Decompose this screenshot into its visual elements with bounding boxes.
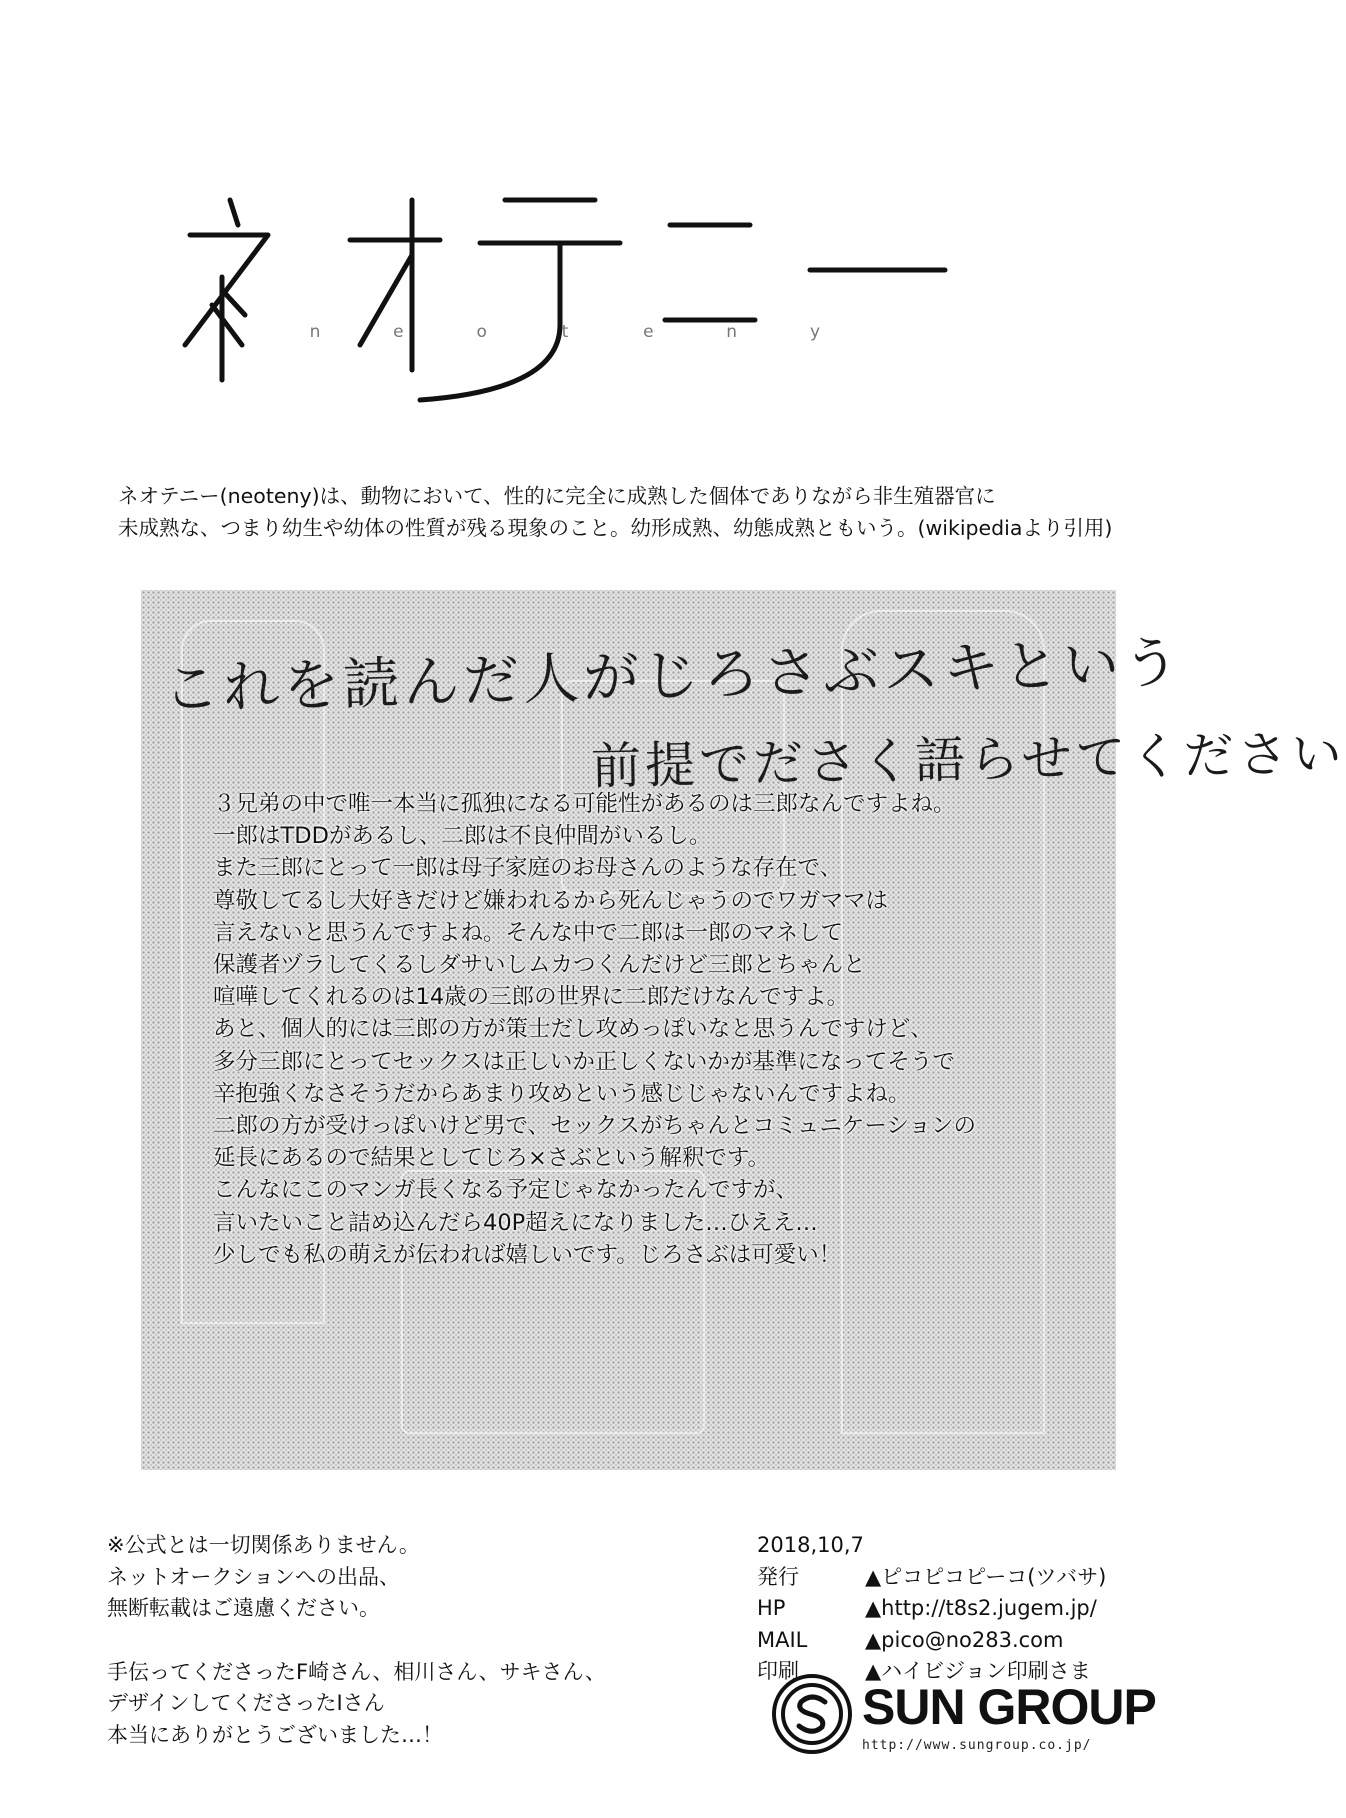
definition-line: 未成熟な、つまり幼生や幼体の性質が残る現象のこと。幼形成熟、幼態成熟ともいう。(wikipediaより引用) bbox=[118, 516, 1113, 540]
colophon bbox=[757, 1530, 1227, 1688]
romaji-letter: e bbox=[393, 322, 404, 342]
afterword-essay bbox=[213, 788, 1093, 1271]
romaji-letter: o bbox=[476, 322, 487, 342]
essay-line: また三郎にとって一郎は母子家庭のお母さんのような存在で、 bbox=[213, 855, 843, 882]
colophon-key: 発行 bbox=[757, 1564, 799, 1589]
afterword-panel bbox=[141, 590, 1346, 1470]
definition-line: ネオテニー(neoteny)は、動物において、性的に完全に成熟した個体でありながら非生殖器官に bbox=[118, 484, 996, 508]
romaji-letter: t bbox=[561, 322, 569, 342]
essay-line: 延長にあるので結果としてじろ×さぶという解釈です。 bbox=[213, 1145, 771, 1172]
thanks-line: 手伝ってくださったF崎さん、相川さん、サキさん、 bbox=[107, 1659, 606, 1684]
title-romaji bbox=[305, 322, 825, 342]
romaji-letter: e bbox=[643, 322, 654, 342]
essay-line: 二郎の方が受けっぽいけど男で、セックスがちゃんとコミュニケーションの bbox=[213, 1113, 976, 1140]
printer-logo bbox=[770, 1672, 1170, 1762]
logo-name: SUN GROUP bbox=[862, 1679, 1156, 1735]
essay-line: こんなにこのマンガ長くなる予定じゃなかったんですが、 bbox=[213, 1177, 799, 1204]
disclaimer-line: 無断転載はご遠慮ください。 bbox=[107, 1596, 380, 1620]
essay-line: 少しでも私の萌えが伝われば嬉しいです。じろさぶは可愛い！ bbox=[213, 1241, 842, 1268]
spacer bbox=[107, 1625, 667, 1657]
homepage-link[interactable]: ▲http://t8s2.jugem.jp/ bbox=[865, 1596, 1097, 1620]
printer-value: ▲ハイビジョン印刷さま bbox=[865, 1659, 1091, 1683]
thanks-line: 本当にありがとうございました…！ bbox=[107, 1722, 443, 1747]
essay-line: 辛抱強くなさそうだからあまり攻めという感じじゃないんですよね。 bbox=[213, 1080, 911, 1107]
essay-line: 言いたいこと詰め込んだら40P超えになりました…ひええ… bbox=[213, 1209, 818, 1236]
romaji-letter: n bbox=[309, 322, 321, 342]
colophon-row bbox=[757, 1562, 1227, 1594]
publish-date: 2018,10,7 bbox=[757, 1533, 864, 1557]
disclaimer-line: ※公式とは一切関係ありません。 bbox=[107, 1533, 420, 1557]
page-title bbox=[150, 195, 1110, 445]
thanks-line: デザインしてくださったIさん bbox=[107, 1691, 385, 1715]
colophon-key: MAIL bbox=[757, 1627, 808, 1652]
handwritten-line: これを読んだ人がじろさぶスキという bbox=[162, 630, 1184, 723]
handwritten-line: 前提でださく語らせてください bbox=[590, 724, 1346, 796]
notes-section bbox=[107, 1530, 667, 1751]
colophon-row bbox=[757, 1625, 1227, 1657]
email-link[interactable]: ▲pico@no283.com bbox=[865, 1627, 1064, 1652]
definition-text bbox=[118, 480, 1198, 544]
essay-line: 喧嘩してくれるのは14歳の三郎の世界に二郎だけなんですよ。 bbox=[213, 984, 850, 1011]
colophon-row bbox=[757, 1593, 1227, 1625]
publisher-value: ▲ピコピコピーコ(ツバサ) bbox=[865, 1564, 1107, 1589]
colophon-key: HP bbox=[757, 1596, 786, 1620]
essay-line: あと、個人的には三郎の方が策士だし攻めっぽいなと思うんですけど、 bbox=[213, 1016, 933, 1043]
essay-line: 保護者ヅラしてくるしダサいしムカつくんだけど三郎とちゃんと bbox=[213, 952, 866, 979]
essay-line: 尊敬してるし大好きだけど嫌われるから死んじゃうのでワガママは bbox=[213, 887, 889, 914]
disclaimer-line: ネットオークションへの出品、 bbox=[107, 1564, 400, 1589]
essay-line: 多分三郎にとってセックスは正しいか正しくないかが基準になってそうで bbox=[213, 1048, 955, 1075]
essay-line: 言えないと思うんですよね。そんな中で二郎は一郎のマネして bbox=[213, 919, 844, 946]
essay-line: ３兄弟の中で唯一本当に孤独になる可能性があるのは三郎なんですよね。 bbox=[213, 791, 956, 817]
romaji-letter: n bbox=[726, 322, 738, 342]
logo-url-link[interactable]: http://www.sungroup.co.jp/ bbox=[862, 1738, 1092, 1753]
title-lettering-icon bbox=[150, 195, 1110, 445]
sun-group-logo-icon bbox=[770, 1672, 854, 1756]
essay-line: 一郎はTDDがあるし、二郎は不良仲間がいるし。 bbox=[213, 823, 712, 850]
romaji-letter: y bbox=[809, 322, 820, 342]
colophon-key: 印刷 bbox=[757, 1659, 799, 1683]
